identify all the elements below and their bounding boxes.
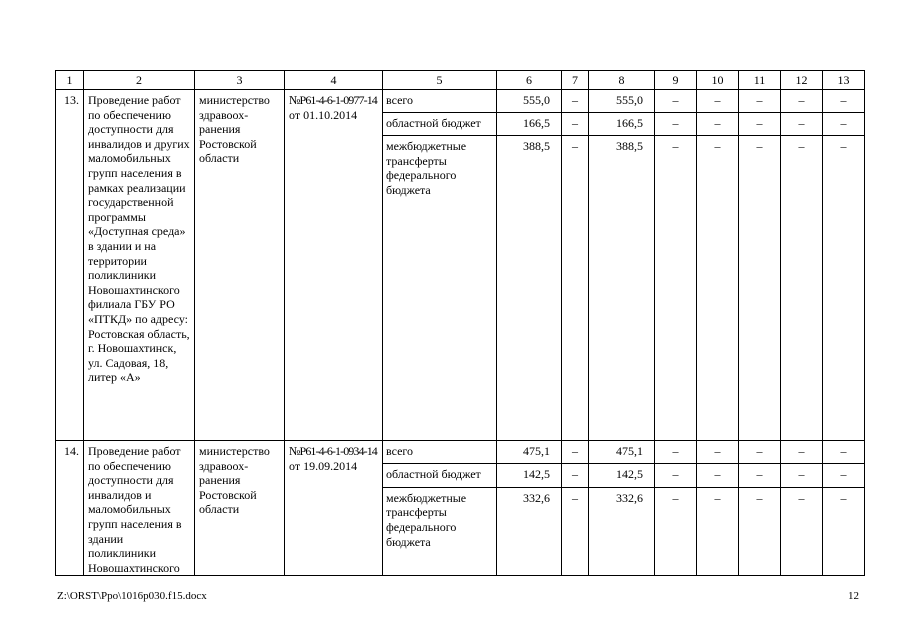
- amount-col9: –: [655, 136, 697, 441]
- amount-col6: 166,5: [497, 113, 562, 136]
- column-number-row: [56, 71, 865, 90]
- amount-col12: –: [781, 487, 823, 576]
- amount-col10: –: [697, 136, 739, 441]
- column-number: 2: [84, 71, 195, 90]
- amount-col11: –: [739, 441, 781, 464]
- row-number: 14.: [56, 441, 84, 576]
- column-number: 8: [589, 71, 655, 90]
- amount-col9: –: [655, 113, 697, 136]
- amount-col12: –: [781, 113, 823, 136]
- amount-col6: 388,5: [497, 136, 562, 441]
- amount-col12: –: [781, 441, 823, 464]
- column-number: 4: [285, 71, 383, 90]
- row-number: 13.: [56, 90, 84, 441]
- column-number: 3: [195, 71, 285, 90]
- registration: [285, 90, 383, 441]
- amount-col13: –: [823, 90, 865, 113]
- column-number: 10: [697, 71, 739, 90]
- funding-source: межбюджетные трансферты федерального бюджета: [383, 136, 497, 441]
- amount-col9: –: [655, 464, 697, 487]
- amount-col6: 332,6: [497, 487, 562, 576]
- amount-col13: –: [823, 464, 865, 487]
- table-row: [56, 441, 865, 464]
- column-number: 7: [562, 71, 589, 90]
- amount-col12: –: [781, 90, 823, 113]
- amount-col12: –: [781, 136, 823, 441]
- amount-col10: –: [697, 90, 739, 113]
- program-table: [55, 70, 865, 576]
- column-number: 6: [497, 71, 562, 90]
- amount-col8: 475,1: [589, 441, 655, 464]
- amount-col6: 142,5: [497, 464, 562, 487]
- amount-col8: 388,5: [589, 136, 655, 441]
- column-number: 12: [781, 71, 823, 90]
- amount-col10: –: [697, 441, 739, 464]
- column-number: 9: [655, 71, 697, 90]
- file-path: Z:\ORST\Ppo\1016p030.f15.docx: [57, 590, 207, 602]
- amount-col11: –: [739, 487, 781, 576]
- page-number: 12: [848, 590, 859, 602]
- registration-number: №Р61-4-6-1-0977-14: [289, 93, 377, 107]
- amount-col13: –: [823, 441, 865, 464]
- column-number: 13: [823, 71, 865, 90]
- amount-col9: –: [655, 90, 697, 113]
- amount-col10: –: [697, 487, 739, 576]
- measure-name: Проведение работ по обеспечению доступности для инвалидов и других маломобильных групп населения в рамках реализации государственной программы «Доступная среда» в здании и на территории поликлиники Новошахтинского филиала ГБУ РО «ПТКД» по адресу: Ростовская область, г. Новошахтинск, ул. Садовая, 18, литер «А»: [84, 90, 195, 441]
- table-row: [56, 90, 865, 113]
- amount-col11: –: [739, 90, 781, 113]
- amount-col12: –: [781, 464, 823, 487]
- amount-col11: –: [739, 464, 781, 487]
- amount-col7: –: [562, 136, 589, 441]
- funding-source: областной бюджет: [383, 113, 497, 136]
- amount-col7: –: [562, 113, 589, 136]
- amount-col11: –: [739, 113, 781, 136]
- executor: министерство здравоох-ранения Ростовской области: [195, 441, 285, 576]
- amount-col9: –: [655, 487, 697, 576]
- funding-source: областной бюджет: [383, 464, 497, 487]
- measure-name: Проведение работ по обеспечению доступности для инвалидов и маломобильных групп населения в здании поликлиники Новошахтинского: [84, 441, 195, 576]
- amount-col8: 142,5: [589, 464, 655, 487]
- amount-col8: 166,5: [589, 113, 655, 136]
- amount-col9: –: [655, 441, 697, 464]
- amount-col13: –: [823, 136, 865, 441]
- amount-col7: –: [562, 487, 589, 576]
- amount-col6: 475,1: [497, 441, 562, 464]
- amount-col10: –: [697, 464, 739, 487]
- amount-col6: 555,0: [497, 90, 562, 113]
- amount-col13: –: [823, 487, 865, 576]
- funding-source: всего: [383, 441, 497, 464]
- column-number: 5: [383, 71, 497, 90]
- registration-date: от 01.10.2014: [289, 107, 358, 122]
- registration-number: №Р61-4-6-1-0934-14: [289, 444, 377, 458]
- column-number: 11: [739, 71, 781, 90]
- registration: [285, 441, 383, 576]
- amount-col8: 555,0: [589, 90, 655, 113]
- amount-col13: –: [823, 113, 865, 136]
- amount-col8: 332,6: [589, 487, 655, 576]
- amount-col10: –: [697, 113, 739, 136]
- funding-source: всего: [383, 90, 497, 113]
- amount-col7: –: [562, 441, 589, 464]
- funding-source: межбюджетные трансферты федерального бюджета: [383, 487, 497, 576]
- executor: министерство здравоох-ранения Ростовской области: [195, 90, 285, 441]
- registration-date: от 19.09.2014: [289, 458, 358, 473]
- column-number: 1: [56, 71, 84, 90]
- amount-col11: –: [739, 136, 781, 441]
- amount-col7: –: [562, 90, 589, 113]
- amount-col7: –: [562, 464, 589, 487]
